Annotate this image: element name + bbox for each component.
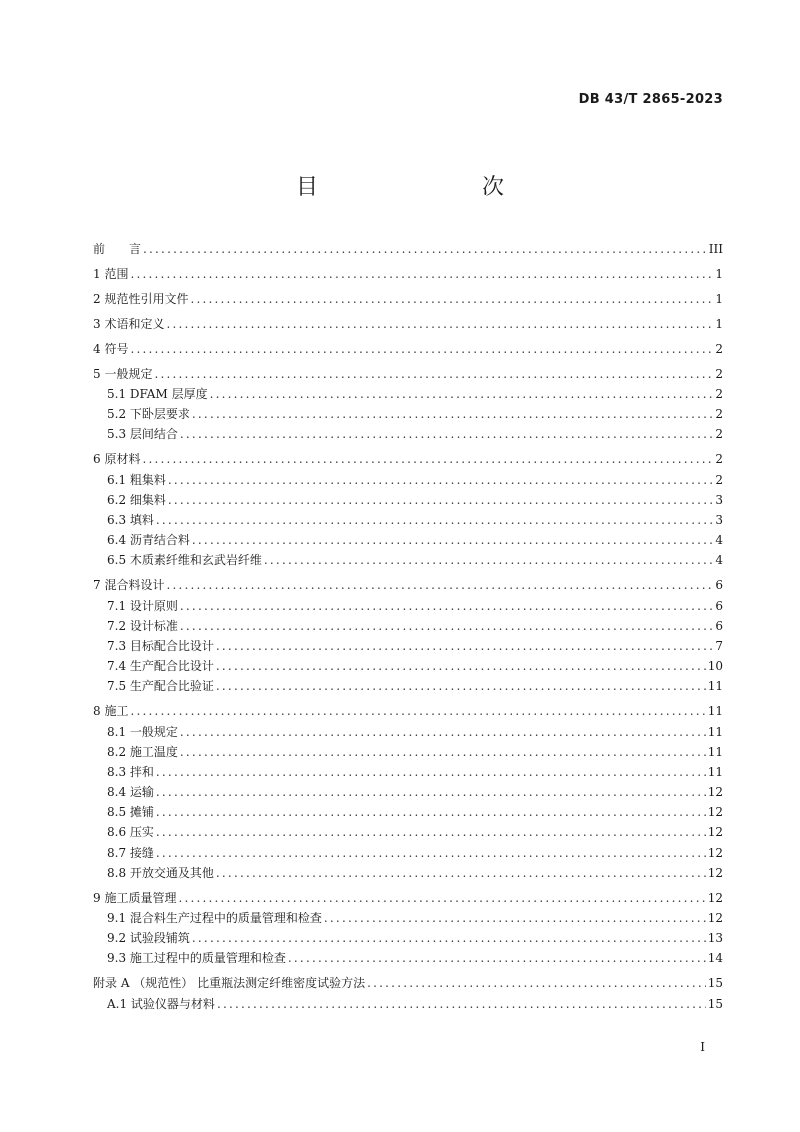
toc-leader-dots <box>130 342 713 356</box>
toc-entry-label: 附录 A （规范性） 比重瓶法测定纤维密度试验方法 <box>93 976 366 991</box>
toc-entry-label: 9.1 混合料生产过程中的质量管理和检查 <box>107 910 322 925</box>
toc-leader-dots <box>180 725 706 739</box>
toc-entry[interactable] <box>93 405 723 425</box>
toc-entry[interactable] <box>93 743 723 763</box>
toc-entry[interactable] <box>93 617 723 637</box>
toc-entry[interactable] <box>93 340 723 360</box>
toc-entry-page: 15 <box>707 996 723 1011</box>
toc-entry-page: 2 <box>715 427 723 442</box>
toc-leader-dots <box>216 679 706 693</box>
toc-leader-dots <box>156 846 706 860</box>
toc-leader-dots <box>192 407 713 421</box>
toc-entry[interactable] <box>93 450 723 470</box>
toc-entry-page: 11 <box>707 679 723 694</box>
toc-entry[interactable] <box>93 889 723 909</box>
toc-entry-page: 11 <box>707 724 723 739</box>
toc-entry-label: 7 混合料设计 <box>93 578 165 593</box>
toc-entry[interactable] <box>93 677 723 697</box>
toc-entry[interactable] <box>93 637 723 657</box>
toc-leader-dots <box>156 513 713 527</box>
toc-entry-page: 2 <box>715 452 723 467</box>
toc-entry[interactable] <box>93 657 723 677</box>
toc-entry-label: 2 规范性引用文件 <box>93 291 189 306</box>
standard-id: DB 43/T 2865-2023 <box>578 92 723 107</box>
toc-entry-label: 8 施工 <box>93 704 129 719</box>
toc-leader-dots <box>180 745 706 759</box>
toc-leader-dots <box>180 599 713 613</box>
toc-leader-dots <box>216 639 713 653</box>
toc-entry-page: 12 <box>707 890 723 905</box>
toc-entry-page: 3 <box>715 513 723 528</box>
toc-entry-page: 12 <box>707 825 723 840</box>
toc-entry-page: 11 <box>707 744 723 759</box>
toc-leader-dots <box>130 704 705 718</box>
toc-entry-label: 8.6 压实 <box>107 825 154 840</box>
toc-entry-label: 7.4 生产配合比设计 <box>107 659 214 674</box>
toc-entry[interactable] <box>93 315 723 335</box>
toc-entry[interactable] <box>93 597 723 617</box>
toc-entry-page: 6 <box>715 598 723 613</box>
toc-entry[interactable] <box>93 531 723 551</box>
page-number: I <box>700 1040 705 1054</box>
toc-entry-label: 7.2 设计标准 <box>107 618 178 633</box>
toc-leader-dots <box>166 317 713 331</box>
toc-leader-dots <box>156 785 706 799</box>
toc-entry-page: 2 <box>715 387 723 402</box>
toc-entry-page: 1 <box>715 266 723 281</box>
toc-entry-label: 6.3 填料 <box>107 513 154 528</box>
toc-leader-dots <box>156 825 706 839</box>
toc-entry[interactable] <box>93 576 723 596</box>
toc-entry-label: 8.2 施工温度 <box>107 744 178 759</box>
toc-entry-label: 4 符号 <box>93 341 129 356</box>
toc-entry[interactable] <box>93 844 723 864</box>
toc-entry-label: 前 言 <box>93 242 142 256</box>
toc-leader-dots <box>216 866 706 880</box>
toc-entry-label: 5 一般规定 <box>93 366 153 381</box>
toc-entry-page: 2 <box>715 341 723 356</box>
toc-leader-dots <box>367 976 706 990</box>
toc-leader-dots <box>154 367 713 381</box>
toc-entry-label: 3 术语和定义 <box>93 316 165 331</box>
toc-entry-label: A.1 试验仪器与材料 <box>107 996 215 1011</box>
toc-leader-dots <box>168 493 713 507</box>
toc-entry-page: 11 <box>707 764 723 779</box>
toc-entry-label: 8.7 接缝 <box>107 845 154 860</box>
toc-leader-dots <box>130 267 713 281</box>
toc-entry-label: 8.4 运输 <box>107 785 154 800</box>
toc-entry-page: 14 <box>707 951 723 966</box>
toc-entry-page: 11 <box>707 704 723 719</box>
toc-entry-label: 8.8 开放交通及其他 <box>107 865 214 880</box>
toc-entry-page: 12 <box>707 865 723 880</box>
toc-leader-dots <box>180 619 713 633</box>
toc-entry[interactable] <box>93 929 723 949</box>
toc-entry-page: 6 <box>715 578 723 593</box>
toc-leader-dots <box>143 242 707 256</box>
table-of-contents <box>93 240 723 1015</box>
toc-entry[interactable] <box>93 803 723 823</box>
toc-leader-dots <box>156 765 706 779</box>
toc-entry[interactable] <box>93 909 723 929</box>
toc-entry-label: 6.1 粗集料 <box>107 472 166 487</box>
toc-entry[interactable] <box>93 783 723 803</box>
toc-entry-label: 5.2 下卧层要求 <box>107 407 190 422</box>
toc-leader-dots <box>324 911 706 925</box>
toc-entry-label: 7.1 设计原则 <box>107 598 178 613</box>
toc-leader-dots <box>217 997 706 1011</box>
toc-entry-page: 12 <box>707 785 723 800</box>
toc-entry-page: 1 <box>715 316 723 331</box>
toc-leader-dots <box>264 553 713 567</box>
toc-entry[interactable] <box>93 491 723 511</box>
toc-leader-dots <box>168 473 713 487</box>
toc-entry-page: 12 <box>707 845 723 860</box>
toc-entry-page: 12 <box>707 805 723 820</box>
toc-entry-label: 6 原材料 <box>93 452 141 467</box>
toc-entry[interactable] <box>93 511 723 531</box>
toc-entry-label: 8.5 摊铺 <box>107 805 154 820</box>
toc-leader-dots <box>156 805 706 819</box>
toc-leader-dots <box>192 931 706 945</box>
toc-leader-dots <box>178 891 705 905</box>
toc-entry-label: 8.1 一般规定 <box>107 724 178 739</box>
toc-leader-dots <box>192 533 713 547</box>
toc-entry[interactable] <box>93 823 723 843</box>
toc-entry-page: 2 <box>715 472 723 487</box>
toc-entry-label: 6.2 细集料 <box>107 492 166 507</box>
toc-entry[interactable] <box>93 471 723 491</box>
toc-entry-label: 6.4 沥青结合料 <box>107 533 190 548</box>
toc-entry-page: 2 <box>715 366 723 381</box>
toc-entry[interactable] <box>93 365 723 385</box>
toc-entry[interactable] <box>93 265 723 285</box>
toc-entry[interactable] <box>93 763 723 783</box>
toc-entry-label: 9 施工质量管理 <box>93 890 177 905</box>
toc-entry-page: III <box>708 242 723 256</box>
toc-leader-dots <box>216 659 706 673</box>
toc-entry-label: 7.3 目标配合比设计 <box>107 638 214 653</box>
toc-entry[interactable] <box>93 974 723 994</box>
toc-entry-page: 1 <box>715 291 723 306</box>
toc-entry-label: 5.1 DFAM 层厚度 <box>107 387 208 402</box>
toc-entry-label: 7.5 生产配合比验证 <box>107 679 214 694</box>
toc-entry-page: 4 <box>715 553 723 568</box>
toc-entry[interactable] <box>93 723 723 743</box>
toc-entry[interactable] <box>93 240 723 260</box>
toc-entry[interactable] <box>93 551 723 571</box>
toc-entry[interactable] <box>93 425 723 445</box>
toc-entry-label: 8.3 拌和 <box>107 764 154 779</box>
toc-leader-dots <box>142 452 713 466</box>
toc-entry[interactable] <box>93 290 723 310</box>
toc-leader-dots <box>190 292 713 306</box>
toc-leader-dots <box>180 427 713 441</box>
toc-entry[interactable] <box>93 995 723 1015</box>
toc-entry-page: 6 <box>715 618 723 633</box>
toc-leader-dots <box>166 578 713 592</box>
page-title: 目 次 <box>295 175 544 200</box>
toc-entry-label: 9.2 试验段铺筑 <box>107 931 190 946</box>
toc-entry[interactable] <box>93 385 723 405</box>
toc-leader-dots <box>288 951 706 965</box>
toc-entry-label: 9.3 施工过程中的质量管理和检查 <box>107 951 286 966</box>
toc-entry-label: 6.5 木质素纤维和玄武岩纤维 <box>107 553 262 568</box>
toc-entry[interactable] <box>93 864 723 884</box>
toc-entry-label: 1 范围 <box>93 266 129 281</box>
toc-entry-page: 4 <box>715 533 723 548</box>
toc-entry-page: 3 <box>715 492 723 507</box>
toc-entry-page: 13 <box>707 931 723 946</box>
toc-entry-page: 15 <box>707 976 723 991</box>
toc-entry-page: 12 <box>707 910 723 925</box>
toc-leader-dots <box>210 387 714 401</box>
toc-entry-page: 7 <box>715 638 723 653</box>
toc-entry-label: 5.3 层间结合 <box>107 427 178 442</box>
toc-entry-page: 2 <box>715 407 723 422</box>
toc-entry[interactable] <box>93 702 723 722</box>
toc-entry[interactable] <box>93 949 723 969</box>
toc-entry-page: 10 <box>707 659 723 674</box>
